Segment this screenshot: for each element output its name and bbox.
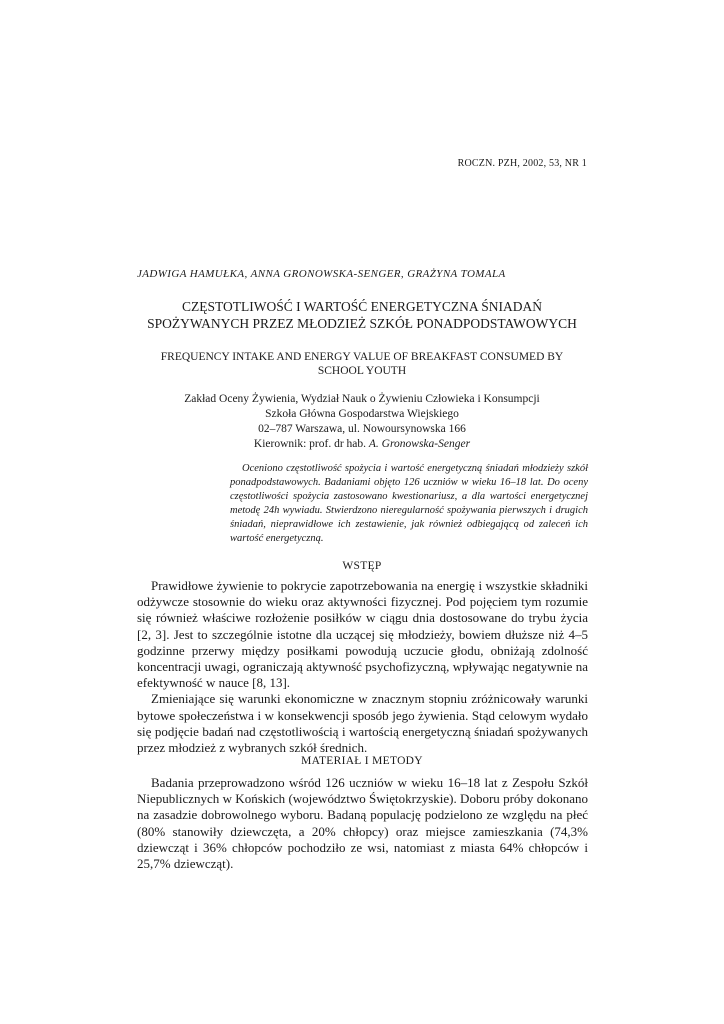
section-introduction [137,578,588,756]
section-methods [137,775,588,872]
affiliation-line-3: 02–787 Warszawa, ul. Nowoursynowska 166 [258,423,466,435]
section-heading-methods: MATERIAŁ I METODY [301,755,423,767]
head-label: Kierownik: prof. dr hab. [253,438,369,450]
affiliation [137,392,587,452]
title-english: FREQUENCY INTAKE AND ENERGY VALUE OF BREAKFAST CONSUMED BY SCHOOL YOUTH [160,351,564,377]
authors: JADWIGA HAMUŁKA, ANNA GRONOWSKA-SENGER, GRAŻYNA TOMALA [137,268,506,280]
affiliation-line-4 [137,437,587,452]
affiliation-line-1: Zakład Oceny Żywienia, Wydział Nauk o Żywieniu Człowieka i Konsumpcji [184,393,540,405]
title-polish: CZĘSTOTLIWOŚĆ I WARTOŚĆ ENERGETYCZNA ŚNIADAŃ SPOŻYWANYCH PRZEZ MŁODZIEŻ SZKÓŁ PONADPODSTAWOWYCH [147,299,577,331]
head-name: A. Gronowska-Senger [368,438,471,450]
affiliation-line-2: Szkoła Główna Gospodarstwa Wiejskiego [265,408,459,420]
abstract: Oceniono częstotliwość spożycia i wartość energetyczną śniadań młodzieży szkół ponadpodstawowych. Badaniami objęto 126 uczniów w wieku 16–18 lat. Do oceny częstotliwości spożycia zastosowano kwestionariusz, a dla wartości energetycznej metodę 24h wywiadu. Stwierdzono nieregularność spożywania pierwszych i drugich śniadań, nieprawidłowe ich zestawienie, jak również odbiegającą od zaleceń ich wartość energetyczną. [230,463,588,544]
section-heading-introduction: WSTĘP [342,560,382,572]
paragraph: Prawidłowe żywienie to pokrycie zapotrzebowania na energię i wszystkie składniki odżywcze stosownie do wieku oraz aktywności fizycznej. Pod pojęciem tym rozumie się również właściwe rozłożenie posiłków w ciągu dnia dostosowane do trybu życia [2, 3]. Jest to szczególnie istotne dla uczącej się młodzieży, bowiem dłuższe niż 4–5 godzinne przerwy między posiłkami powodują uczucie głodu, obniżają zdolność koncentracji uwagi, ograniczają aktywność psychofizyczną, wpływając negatywnie na efektywność w nauce [8, 13]. [137,578,588,691]
paragraph: Zmieniające się warunki ekonomiczne w znacznym stopniu zróżnicowały warunki bytowe społeczeństwa i w konsekwencji sposób jego żywienia. Stąd celowym wydało się podjęcie badań nad częstotliwością i wartością energetyczną śniadań spożywanych przez młodzież z wybranych szkół średnich. [137,691,588,756]
paragraph: Badania przeprowadzono wśród 126 uczniów w wieku 16–18 lat z Zespołu Szkół Niepublicznych w Końskich (województwo Świętokrzyskie). Doboru próby dokonano na zasadzie dobrowolnego wyboru. Badaną populację podzielono ze względu na płeć (80% stanowiły dziewczęta, a 20% chłopcy) oraz miejsce zamieszkania (74,3% dziewcząt i 36% chłopców pochodziło ze wsi, natomiast z miasta 64% chłopców i 25,7% dziewcząt). [137,775,588,872]
journal-header: ROCZN. PZH, 2002, 53, NR 1 [457,158,587,169]
